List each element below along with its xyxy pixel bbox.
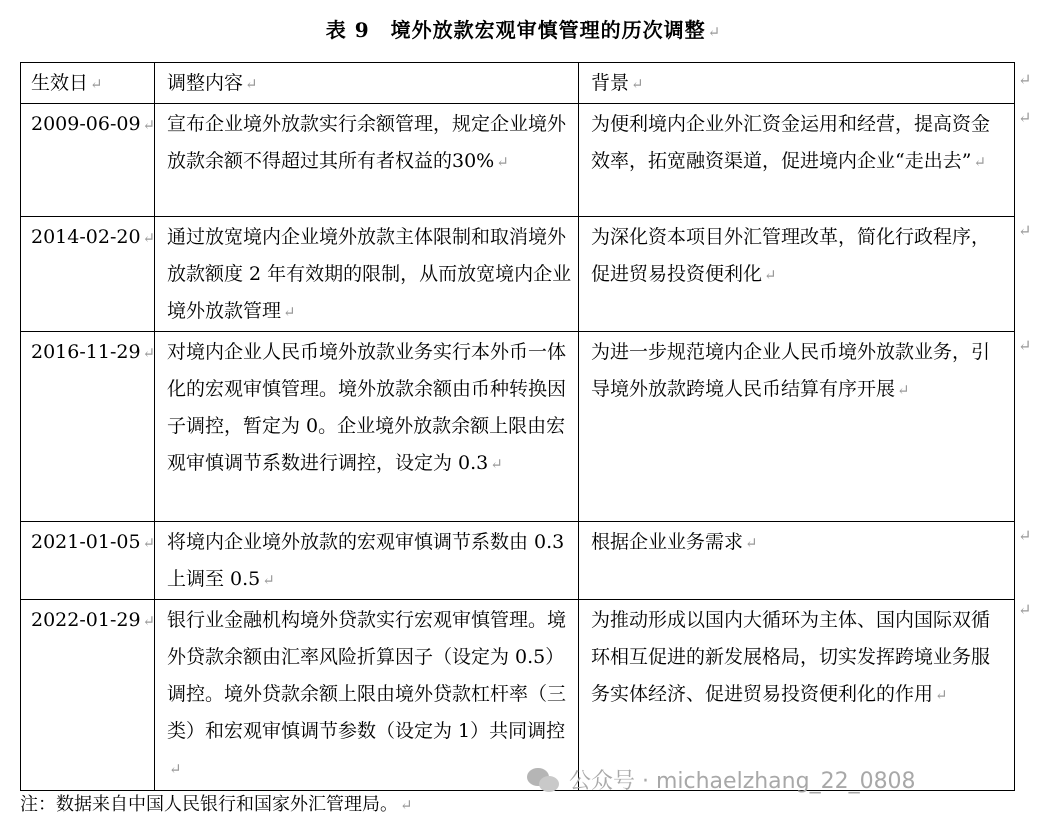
return-mark-icon: ↵ — [400, 796, 413, 814]
return-mark-icon: ↵ — [707, 23, 722, 41]
date-cell: 2016-11-29 ↵ — [21, 332, 155, 522]
table-row — [21, 522, 1015, 600]
date-cell: 2014-02-20 ↵ — [21, 217, 155, 332]
content-cell: 宣布企业境外放款实行余额管理，规定企业境外放款余额不得超过其所有者权益的30% ↵ — [155, 104, 579, 217]
return-mark-icon: ↵ — [1018, 108, 1032, 127]
return-mark-icon: ↵ — [1018, 526, 1032, 545]
header-cell-date: 生效日 ↵ — [21, 63, 155, 104]
background-cell: 为进一步规范境内企业人民币境外放款业务，引导境外放款跨境人民币结算有序开展 ↵ — [579, 332, 1015, 522]
table-row — [21, 217, 1015, 332]
return-mark-icon: ↵ — [1018, 70, 1032, 89]
return-mark-icon: ↵ — [1018, 221, 1032, 240]
header-cell-content: 调整内容 ↵ — [155, 63, 579, 104]
table-row — [21, 104, 1015, 217]
table-header-row — [21, 63, 1015, 104]
content-cell: 将境内企业境外放款的宏观审慎调节系数由 0.3 上调至 0.5 ↵ — [155, 522, 579, 600]
date-cell: 2009-06-09 ↵ — [21, 104, 155, 217]
source-note-text: 注：数据来自中国人民银行和国家外汇管理局。 — [20, 794, 398, 815]
table-row — [21, 600, 1015, 791]
background-cell: 为推动形成以国内大循环为主体、国内国际双循环相互促进的新发展格局，切实发挥跨境业务服务实体经济、促进贸易投资便利化的作用 ↵ — [579, 600, 1015, 791]
content-cell: 对境内企业人民币境外放款业务实行本外币一体化的宏观审慎管理。境外放款余额由币种转换因子调控，暂定为 0。企业境外放款余额上限由宏观审慎调节系数进行调控，设定为 0.3 ↵ — [155, 332, 579, 522]
background-cell: 为便利境内企业外汇资金运用和经营，提高资金效率，拓宽融资渠道，促进境内企业“走出去” ↵ — [579, 104, 1015, 217]
table-title — [0, 14, 1047, 43]
date-cell: 2022-01-29 ↵ — [21, 600, 155, 791]
return-mark-icon: ↵ — [1018, 600, 1032, 619]
header-cell-background: 背景 ↵ — [579, 63, 1015, 104]
background-cell: 为深化资本项目外汇管理改革，简化行政程序，促进贸易投资便利化 ↵ — [579, 217, 1015, 332]
background-cell: 根据企业业务需求 ↵ — [579, 522, 1015, 600]
adjustment-table — [20, 62, 1015, 791]
table-title-text: 表 9 境外放款宏观审慎管理的历次调整 — [325, 18, 706, 42]
content-cell: 银行业金融机构境外贷款实行宏观审慎管理。境外贷款余额由汇率风险折算因子（设定为 0.5）调控。境外贷款余额上限由境外贷款杠杆率（三类）和宏观审慎调节参数（设定为 1）共同调控↵ — [155, 600, 579, 791]
table-row — [21, 332, 1015, 522]
return-mark-icon: ↵ — [1018, 336, 1032, 355]
source-note — [20, 790, 413, 816]
watermark-text: 公众号 · michaelzhang_22_0808 — [569, 769, 916, 794]
date-cell: 2021-01-05 ↵ — [21, 522, 155, 600]
wechat-icon — [527, 766, 561, 794]
content-cell: 通过放宽境内企业境外放款主体限制和取消境外放款额度 2 年有效期的限制，从而放宽境内企业境外放款管理 ↵ — [155, 217, 579, 332]
watermark — [527, 764, 916, 795]
